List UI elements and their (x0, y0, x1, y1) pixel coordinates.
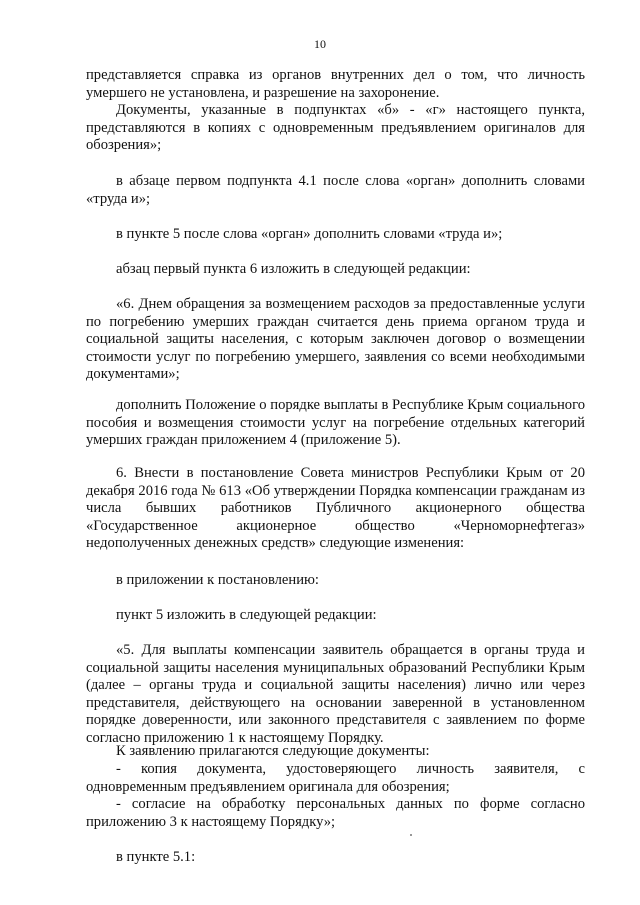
paragraph-13: - копия документа, удостоверяющего личность заявителя, с одновременным предъявлением оригинала для обозрения; (86, 761, 585, 795)
paragraph-8: 6. Внести в постановление Совета министров Республики Крым от 20 декабря 2016 года № 613 «Об утверждении Порядка компенсации гражданам из числа бывших работников Публичного акционерного общества «Государственное акционерное общество «Черноморнефтегаз» недополученных денежных средств» следующие изменения: (86, 465, 585, 552)
paragraph-14: - согласие на обработку персональных данных по форме согласно приложению 3 к настоящему Порядку»; (86, 796, 585, 830)
paragraph-6: «6. Днем обращения за возмещением расходов за предоставленные услуги по погребению умерших граждан считается день приема органом труда и социальной защиты населения, с которым заключен договор о возмещении стоимости услуг по погребению умершего, заявления со всеми необходимыми документами»; (86, 296, 585, 383)
paragraph-7: дополнить Положение о порядке выплаты в Республике Крым социального пособия и возмещения стоимости услуг на погребение отдельных категорий умерших граждан приложением 4 (приложение 5). (86, 397, 585, 449)
paragraph-2: Документы, указанные в подпунктах «б» - «г» настоящего пункта, представляются в копиях с одновременным предъявлением оригиналов для обозрения»; (86, 102, 585, 154)
page-number: 10 (314, 37, 326, 51)
scan-speck (410, 834, 412, 836)
paragraph-12: К заявлению прилагаются следующие документы: (116, 743, 430, 759)
paragraph-15: в пункте 5.1: (116, 849, 196, 865)
paragraph-3: в абзаце первом подпункта 4.1 после слова «орган» дополнить словами «труда и»; (86, 173, 585, 207)
paragraph-9: в приложении к постановлению: (116, 572, 319, 588)
paragraph-4: в пункте 5 после слова «орган» дополнить словами «труда и»; (116, 226, 503, 242)
paragraph-11: «5. Для выплаты компенсации заявитель обращается в органы труда и социальной защиты населения муниципальных образований Республики Крым (далее – органы труда и социальной защиты населения) лично или через представителя, действующего на основании заверенной в установленном порядке доверенности, или законного представителя с заявлением по форме согласно приложению 1 к настоящему Порядку. (86, 642, 585, 746)
paragraph-1: представляется справка из органов внутренних дел о том, что личность умершего не установлена, и разрешение на захоронение. (86, 67, 585, 101)
paragraph-10: пункт 5 изложить в следующей редакции: (116, 607, 377, 623)
paragraph-5: абзац первый пункта 6 изложить в следующей редакции: (116, 261, 471, 277)
